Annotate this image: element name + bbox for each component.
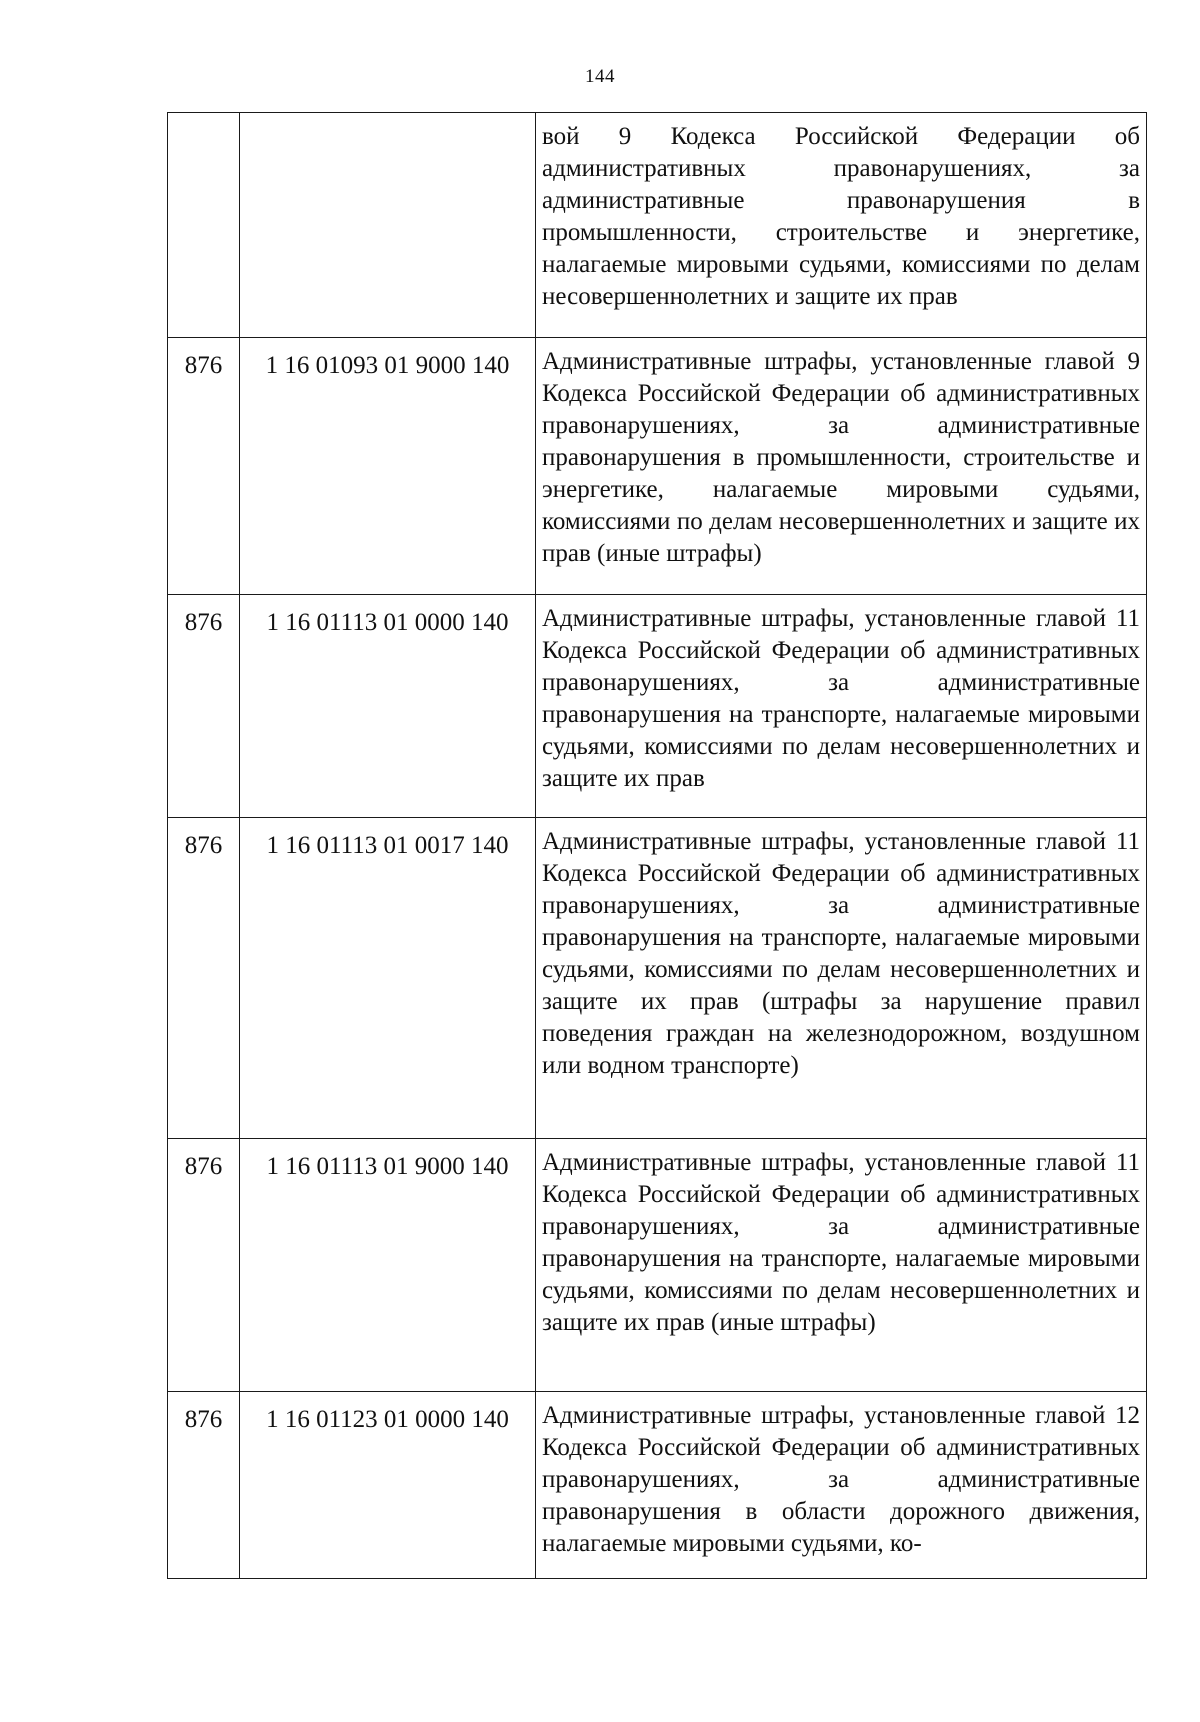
admin-code-cell: 876 [168,1139,240,1392]
admin-code-cell [168,113,240,338]
kbk-code-cell: 1 16 01123 01 0000 140 [240,1392,536,1579]
table-row [168,1139,1147,1392]
table-row [168,818,1147,1139]
admin-code-cell: 876 [168,338,240,595]
table-row [168,338,1147,595]
description-cell: Административные штрафы, установленные главой 9 Кодекса Российской Федерации об административных правонарушениях, за административные правонарушения в промышленности, строительстве и энергетике, налагаемые мировыми судьями, комиссиями по делам несовершеннолетних и защите их прав (иные штрафы) [536,338,1147,595]
table-row [168,113,1147,338]
admin-code-cell: 876 [168,1392,240,1579]
kbk-code-cell: 1 16 01113 01 0017 140 [240,818,536,1139]
table-row [168,1392,1147,1579]
description-cell: вой 9 Кодекса Российской Федерации об административных правонарушениях, за административные правонарушения в промышленности, строительстве и энергетике, налагаемые мировыми судьями, комиссиями по делам несовершеннолетних и защите их прав [536,113,1147,338]
description-cell: Административные штрафы, установленные главой 11 Кодекса Российской Федерации об административных правонарушениях, за административные правонарушения на транспорте, налагаемые мировыми судьями, комиссиями по делам несовершеннолетних и защите их прав (иные штрафы) [536,1139,1147,1392]
kbk-code-cell: 1 16 01113 01 0000 140 [240,595,536,818]
description-cell: Административные штрафы, установленные главой 12 Кодекса Российской Федерации об административных правонарушениях, за административные правонарушения в области дорожного движения, налагаемые мировыми судьями, ко- [536,1392,1147,1579]
admin-code-cell: 876 [168,595,240,818]
page-number: 144 [585,66,615,87]
kbk-code-cell: 1 16 01113 01 9000 140 [240,1139,536,1392]
table-row [168,595,1147,818]
description-cell: Административные штрафы, установленные главой 11 Кодекса Российской Федерации об административных правонарушениях, за административные правонарушения на транспорте, налагаемые мировыми судьями, комиссиями по делам несовершеннолетних и защите их прав [536,595,1147,818]
description-cell: Административные штрафы, установленные главой 11 Кодекса Российской Федерации об административных правонарушениях, за административные правонарушения на транспорте, налагаемые мировыми судьями, комиссиями по делам несовершеннолетних и защите их прав (штрафы за нарушение правил поведения граждан на железнодорожном, воздушном или водном транспорте) [536,818,1147,1139]
admin-code-cell: 876 [168,818,240,1139]
kbk-code-cell: 1 16 01093 01 9000 140 [240,338,536,595]
kbk-code-cell [240,113,536,338]
budget-codes-table [167,112,1147,1579]
